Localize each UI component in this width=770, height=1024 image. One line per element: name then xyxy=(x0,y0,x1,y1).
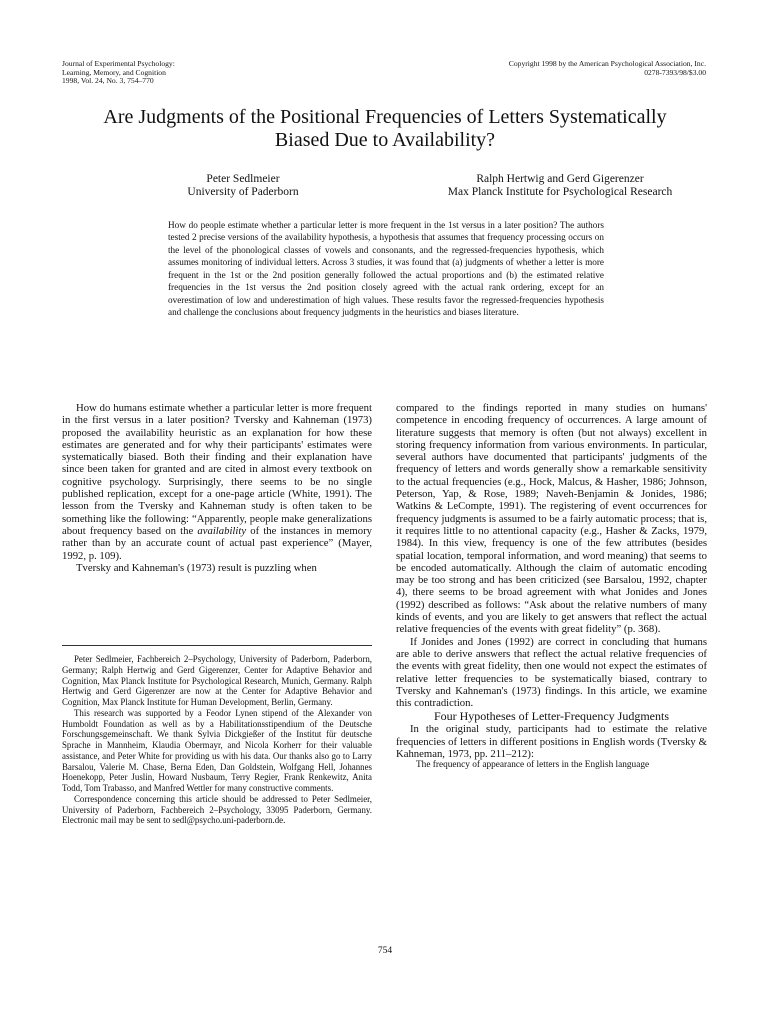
journal-section: Learning, Memory, and Cognition xyxy=(62,67,166,77)
page-number: 754 xyxy=(377,946,393,956)
left-column xyxy=(62,402,372,574)
copyright-line: Copyright 1998 by the American Psychological Association, Inc. xyxy=(508,59,706,68)
author-note xyxy=(62,654,372,826)
issn-line: 0278-7393/98/$3.00 xyxy=(644,67,706,77)
journal-volume: 1998, Vol. 24, No. 3, 754–770 xyxy=(62,76,154,86)
paper-title xyxy=(60,106,710,152)
intro-paragraph xyxy=(62,402,372,562)
author-affiliation: University of Paderborn xyxy=(187,186,299,198)
body-paragraph: compared to the findings reported in many studies on humans' competence in encoding frequency of occurrences. A large amount of literature suggests that memory is often (but not always) excellent in storing frequency information from various environments. In particular, several authors have documented that participants' judgments of the frequency of letters and words generally show a remarkable sensitivity to the actual frequencies (e.g., Hock, Malcus, & Hasher, 1986; Johnson, Peterson, Yap, & Rose, 1989; Naveh-Benjamin & Jonides, 1986; Watkins & LeCompte, 1991). The registering of event occurrences for frequency judgments is assumed to be a fairly automatic process; that is, it requires little to no attentional capacity (e.g., Hasher & Zacks, 1979, 1984). In this view, frequency is one of the few attributes (besides spatial location, temporal information, and word meaning) that seems to be encoded automatically. Although the claim of automatic encoding may be too strong and has been criticized (see Barsalou, 1992, chapter 4), there seems to be broad agreement with what Jonides and Jones (1992) described as follows: “Ask about the relative numbers of many kinds of events, and you are likely to get answers that reflect the actual relative frequencies of the events with great fidelity” (p. 368). xyxy=(396,402,707,636)
right-column xyxy=(396,402,707,771)
body-paragraph: In the original study, participants had to estimate the relative frequencies of letters in different positions in English words (Tversky & Kahneman, 1973, pp. 211–212): xyxy=(396,723,707,761)
block-quote: The frequency of appearance of letters in the English language xyxy=(416,760,650,771)
author-name: Ralph Hertwig and Gerd Gigerenzer xyxy=(476,173,644,185)
intro-text-b: of the instances in memory rather than by an accurate count of actual past experience” (Mayer, 1992, p. 109). xyxy=(62,524,372,562)
intro-text-a: How do humans estimate whether a particular letter is more frequent in the first versus in a later position? Tversky and Kahneman (1973) proposed the availability heuristic as an explanation for how these estimates are generated and for why their participants' estimates were systematically biased. Both their finding and their explanation have since been taken for granted and are cited in almost every textbook on cognitive psychology. Surprisingly, there seems to be no single published replication, except for a one-page article (White, 1991). The lesson from the Tversky and Kahneman study is often taken to be something like the following: “Apparently, people make generalizations about frequency based on the xyxy=(62,402,372,537)
footnote-correspondence: Correspondence concerning this article should be addressed to Peter Sedlmeier, University of Paderborn, Fachbereich 2–Psychology, 33095 Paderborn, Germany. Electronic mail may be sent to sedl@psycho.uni-paderborn.de. xyxy=(62,793,372,826)
footnote-acknowledgments: This research was supported by a Feodor Lynen stipend of the Alexander von Humboldt Foundation as well as by a Habilitationsstipendium of the Deutsche Forschungsgemeinschaft. We thank Sylvia Dickgießer of the Institut für deutsche Sprache in Mannheim, Klaudia Obermayr, and Nicola Korherr for their valuable assistance, and Peter White for providing us with his data. Our thanks also go to Larry Barsalou, Valerie M. Chase, Berna Eden, Dan Goldstein, Wolfgang Hell, Johannes Hoenekopp, Peter Juslin, Howard Nusbaum, Terry Regier, Frank Renkewitz, Anita Todd, Tom Trabasso, and Manfred Wettler for many constructive comments. xyxy=(62,707,372,793)
author-block-2 xyxy=(410,173,710,199)
author-name: Peter Sedlmeier xyxy=(206,173,280,185)
intro-emphasis: availability xyxy=(197,524,247,537)
journal-name: Journal of Experimental Psychology: xyxy=(62,59,175,68)
author-affiliation: Max Planck Institute for Psychological Research xyxy=(447,186,673,198)
author-block-1 xyxy=(128,173,358,199)
copyright-info xyxy=(509,60,706,77)
footnote-divider xyxy=(62,645,372,646)
title-line-2: Biased Due to Availability? xyxy=(274,129,496,151)
title-line-1: Are Judgments of the Positional Frequencies of Letters Systematically xyxy=(103,106,667,128)
section-heading: Four Hypotheses of Letter-Frequency Judgments xyxy=(433,709,670,724)
body-paragraph: If Jonides and Jones (1992) are correct in concluding that humans are able to derive answers that reflect the actual relative frequencies of the events with great fidelity, then one would not expect the estimates of relative letter frequencies to be systematically biased, contrary to Tversky and Kahneman's (1973) findings. In this article, we examine this contradiction. xyxy=(396,635,707,710)
abstract: How do people estimate whether a particular letter is more frequent in the 1st versus in a later position? The authors tested 2 precise versions of the availability hypothesis, a hypothesis that assumes that frequency processing occurs on the level of the phonological classes of vowels and consonants, and the regressed-frequencies hypothesis, which assumes monitoring of individual letters. Across 3 studies, it was found that (a) judgments of whether a letter is more frequent in the 1st or the 2nd position generally followed the actual proportions and (b) the estimated relative frequencies in the 1st versus the 2nd position closely agreed with the actual rank ordering, except for an overestimation of low and underestimation of high values. These results favor the regressed-frequencies hypothesis and challenge the conclusions about frequency judgments in the heuristics and biases literature. xyxy=(168,220,604,318)
intro-paragraph-2: Tversky and Kahneman's (1973) result is puzzling when xyxy=(76,561,317,574)
footnote-affiliations: Peter Sedlmeier, Fachbereich 2–Psychology, University of Paderborn, Paderborn, Germany; Ralph Hertwig and Gerd Gigerenzer, Center for Adaptive Behavior and Cognition, Max Planck Institute for Psychological Research, Munich, Germany. Ralph Hertwig and Gerd Gigerenzer are now at the Center for Adaptive Behavior and Cognition, Max Planck Institute for Human Development, Berlin, Germany. xyxy=(62,654,372,707)
journal-info xyxy=(62,60,175,86)
